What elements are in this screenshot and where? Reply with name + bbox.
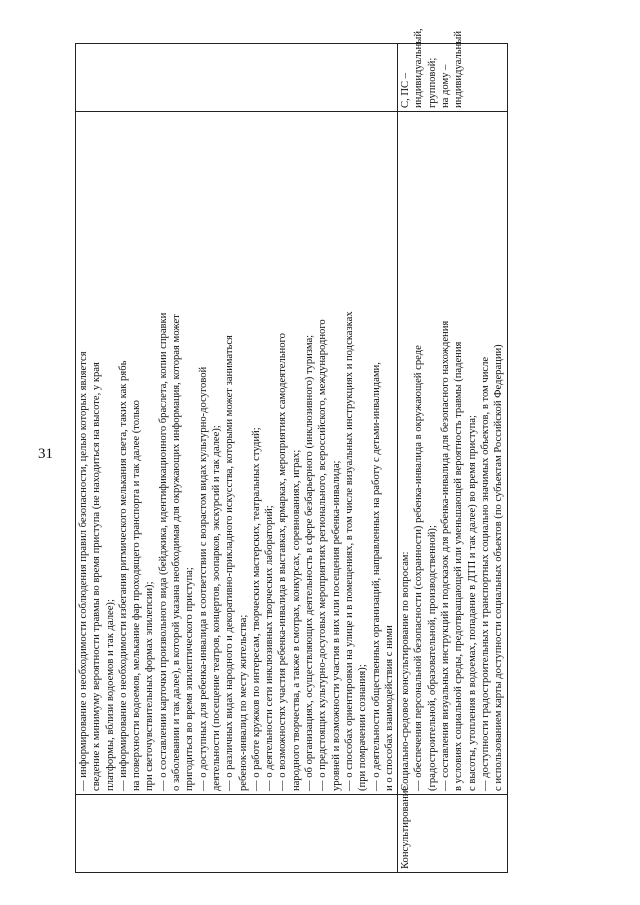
content-line: — о составлении карточки произвольного вида (бейджика, идентификационного браслета, копии справки: [157, 312, 169, 791]
content-line: — информирование о необходимости соблюдения правил безопасности, целью которых является: [78, 351, 89, 791]
content-line: с использованием карты доступности социальных объектов (по субъектам Российской Федерации): [493, 344, 505, 791]
row2-category-cell: Консультирование: [398, 795, 507, 873]
content-line: (градостроительной, образовательной, производственной);: [426, 525, 438, 791]
content-line: — о различных видах народного и декоративно-прикладного искусства, которыми может заниматься: [224, 335, 236, 791]
content-line: сведение к минимуму вероятности травмы во время приступа (не находиться на высоте, у края: [91, 362, 103, 791]
content-line: — о возможностях участия ребенка-инвалида в выставках, ярмарках, мероприятиях самодеятельного: [277, 333, 289, 791]
content-line: — о предстоящих культурно-досуговых мероприятиях регионального, всероссийского, международного: [317, 319, 329, 791]
form-line: групповой;: [426, 57, 438, 108]
content-line: народного творчества, а также в смотрах, конкурсах, соревнованиях, играх;: [290, 449, 302, 791]
content-line: о заболевании и так далее), в которой указана необходимая для окружающих информация, которая может: [171, 314, 183, 791]
content-line: — составления визуальных инструкций и подсказок для ребенка-инвалида для безопасного нахождения: [440, 320, 452, 791]
content-line: платформы, вблизи водоемов и так далее);: [104, 599, 116, 791]
content-line: — доступности градостроительных и транспортных социально значимых объектов, в том числе: [479, 356, 491, 791]
row1-form-cell: [76, 44, 398, 112]
form-line: индивидуальный,: [413, 28, 425, 108]
content-line: (при помрачении сознания);: [357, 664, 369, 791]
content-line: и о способах взаимодействия с ними: [383, 625, 395, 791]
row2-content-cell: [398, 112, 507, 795]
row1-category-cell: [76, 795, 398, 873]
content-line: — о способах ориентировки на улице и в помещениях, в том числе визуальных инструкциях и подсказках: [343, 311, 355, 791]
content-line: Социально-средовое консультирование по вопросам:: [400, 551, 412, 791]
form-line: С, ПС –: [400, 72, 412, 108]
table-row-consulting: [398, 44, 507, 873]
content-line: при светочувствительных формах эпилепсии);: [144, 581, 156, 791]
content-line: с высоты, утопления в водоемах, попадание в ДТП и так далее) во время приступа;: [466, 415, 478, 791]
form-line: на дому –: [440, 64, 452, 108]
content-line: — о деятельности общественных организаций, направленных на работу с детьми-инвалидами,: [370, 362, 382, 791]
row2-form-cell: [398, 28, 507, 112]
content-line: — о доступных для ребенка-инвалида в соответствии с возрастом видах культурно-досуговой: [197, 366, 209, 791]
rotated-page-content: [75, 28, 580, 873]
row1-content-cell: [76, 112, 398, 795]
content-line: пригодиться во время эпилептического приступа;: [184, 567, 196, 791]
content-line: деятельности (посещение театров, концертов, зоопарков, экскурсий и так далее);: [210, 425, 222, 791]
content-line: ребенок-инвалид по месту жительства;: [237, 614, 249, 791]
content-line: — о работе кружков по интересам, творческих мастерских, театральных студий;: [250, 427, 262, 791]
content-line: — обеспечения персональной безопасности (сохранности) ребенка-инвалида в окружающей среде: [413, 345, 425, 791]
services-table: [75, 28, 508, 873]
content-line: на поверхности водоемов, мелькание фар проходящего транспорта и так далее (только: [131, 400, 143, 791]
content-line: — о деятельности сети инклюзивных творческих лабораторий;: [264, 505, 276, 791]
content-line: в условиях социальной среды, предотвращающей или уменьшающей вероятность травмы (падения: [453, 341, 465, 791]
content-line: — об организациях, осуществляющих деятельность в сфере безбарьерного (инклюзивного) туризма;: [304, 334, 316, 791]
page-number: 31: [38, 446, 53, 462]
table-row-information: [76, 44, 398, 873]
content-line: — информирование о необходимости избегания ритмического мелькания света, таких как рябь: [117, 360, 129, 791]
form-line: индивидуальный: [453, 31, 465, 108]
content-line: уровней и возможности участия в них или посещения ребенка-инвалида;: [330, 460, 342, 791]
